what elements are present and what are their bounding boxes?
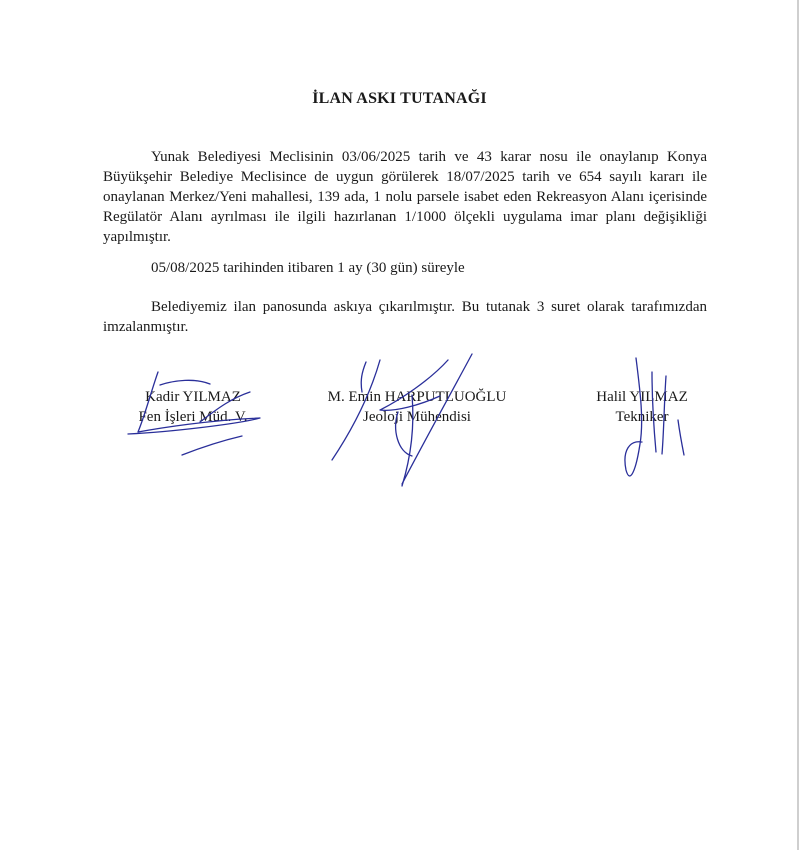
signatory-1: [118, 387, 268, 427]
signatory-2: [312, 387, 522, 427]
signatory-name: M. Emin HARPUTLUOĞLU: [327, 389, 507, 405]
signatory-title: Tekniker: [615, 409, 669, 425]
paragraph-duration: 05/08/2025 tarihinden itibaren 1 ay (30 gün) süreyle: [151, 260, 465, 276]
signatory-name: Halil YILMAZ: [596, 389, 688, 405]
signatory-name: Kadir YILMAZ: [145, 389, 241, 405]
signatory-3: [572, 387, 712, 427]
document-title: İLAN ASKI TUTANAĞI: [312, 90, 487, 107]
paragraph-posting: Belediyemiz ilan panosunda askıya çıkarılmıştır. Bu tutanak 3 suret olarak tarafımızdan imzalanmıştır.: [103, 299, 707, 335]
signatory-title: Fen İşleri Müd. V.: [138, 409, 248, 425]
paragraph-decision: Yunak Belediyesi Meclisinin 03/06/2025 tarih ve 43 karar nosu ile onaylanıp Konya Büyükşehir Belediye Meclisince de uygun görülerek 18/07/2025 tarih ve 654 sayılı kararı ile onaylanan Merkez/Yeni mahallesi, 139 ada, 1 nolu parsele isabet eden Rekreasyon Alanı içerisinde Regülatör Alanı ayrılması ile ilgili hazırlanan 1/1000 ölçekli uygulama imar planı değişikliği yapılmıştır.: [103, 149, 707, 245]
signatory-title: Jeoloji Mühendisi: [363, 409, 471, 425]
